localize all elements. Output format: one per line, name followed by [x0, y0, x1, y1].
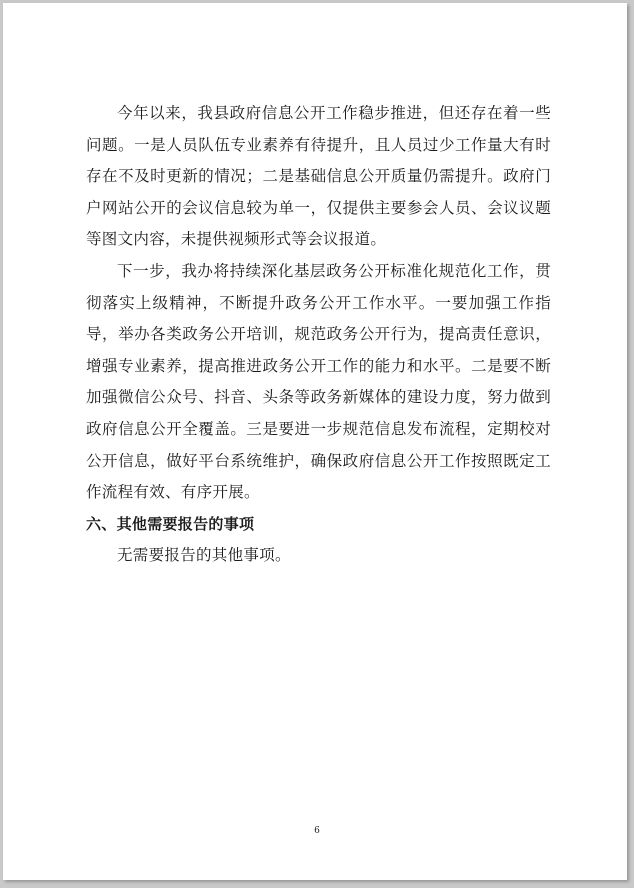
paragraph-issues: 今年以来，我县政府信息公开工作稳步推进，但还存在着一些问题。一是人员队伍专业素养有待提升，且人员过少工作量大有时存在不及时更新的情况；二是基础信息公开质量仍需提升。政府门户网站公开的会议信息较为单一，仅提供主要参会人员、会议议题等图文内容，未提供视频形式等会议报道。 — [86, 104, 551, 249]
document-page — [3, 3, 627, 880]
document-body — [86, 98, 551, 572]
section-body: 无需要报告的其他事项。 — [117, 546, 291, 565]
section-heading: 六、其他需要报告的事项 — [86, 514, 255, 533]
paragraph-next-steps: 下一步，我办将持续深化基层政务公开标准化规范化工作，贯彻落实上级精神，不断提升政务公开工作水平。一要加强工作指导，举办各类政务公开培训，规范政务公开行为，提高责任意识，增强专业素养，提高推进政务公开工作的能力和水平。二是要不断加强微信公众号、抖音、头条等政务新媒体的建设力度，努力做到政府信息公开全覆盖。三是要进一步规范信息发布流程，定期校对公开信息，做好平台系统维护，确保政府信息公开工作按照既定工作流程有效、有序开展。 — [86, 261, 551, 502]
page-number: 6 — [314, 826, 320, 836]
